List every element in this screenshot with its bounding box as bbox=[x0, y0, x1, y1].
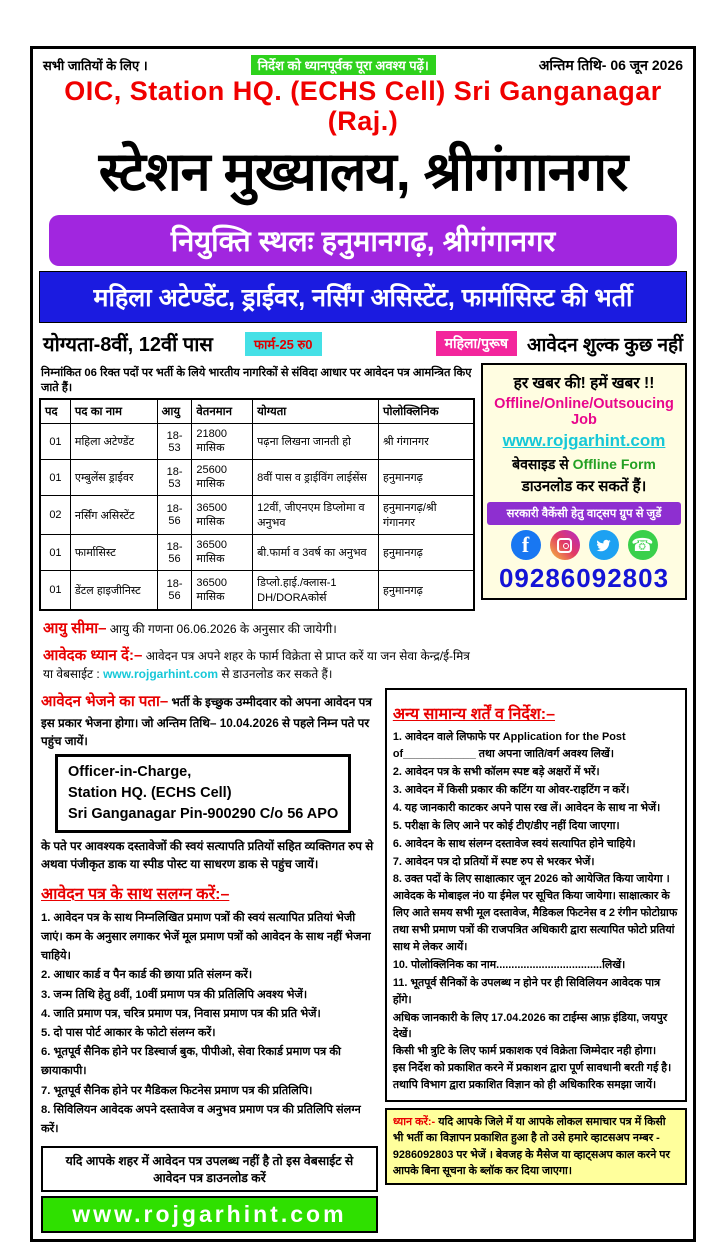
terms-item: 1. आवेदन वाले लिफाफे पर Application for the Post of____________ तथा अपना जाति/वर्ग अवश्य लिखें। bbox=[392, 731, 626, 761]
attention-box bbox=[385, 1108, 687, 1185]
applicant-attention-text: आवेदन पत्र अपने शहर के फार्म विक्रेता से प्राप्त करें या जन सेवा केन्द्र/ई-मित्र या वेबसाईट : bbox=[43, 649, 470, 682]
gender-badge: महिला/पुरूष bbox=[436, 331, 517, 356]
cell-polyclinic: हनुमानगढ़ bbox=[379, 571, 475, 611]
cell-qualification: 8वीं पास व ड्राईविंग लाईसेंस bbox=[253, 460, 379, 496]
terms-item: 3. आवेदन में किसी प्रकार की कटिंग या ओवर-राइटिंग न करें। bbox=[392, 783, 630, 796]
social-icons bbox=[486, 530, 682, 560]
general-terms-list bbox=[393, 729, 679, 1008]
cell-polyclinic: श्री गंगानगर bbox=[379, 424, 475, 460]
cell-post-name: नर्सिंग असिस्टेंट bbox=[70, 496, 157, 535]
cell-age: 18-56 bbox=[157, 496, 192, 535]
vacancy-section bbox=[39, 363, 475, 682]
enclosure-item: 5. दो पास पोर्ट आकार के फोटो संलग्न करें। bbox=[41, 1026, 216, 1039]
top-bar bbox=[39, 53, 687, 77]
enclosures-heading: आवेदन पत्र के साथ सलग्न करें:– bbox=[41, 885, 230, 903]
cell-post-name: महिला अटेण्डेंट bbox=[70, 424, 157, 460]
sidebar-offline-form-pre: बेवसाइड से bbox=[512, 456, 573, 473]
website-link[interactable]: www.rojgarhint.com bbox=[103, 667, 218, 682]
send-address-text: भर्ती के इच्छुक उम्मीदवार को अपना आवेदन पत्र इस प्रकार भेजना होगा। जो bbox=[41, 695, 372, 730]
cell-qualification: डिप्लो.हाई./क्लास-1 DH/DORAकोर्स bbox=[253, 571, 379, 611]
page-title: स्टेशन मुख्यालय, श्रीगंगानगर bbox=[98, 142, 628, 203]
age-limit-label: आयु सीमा– bbox=[43, 620, 107, 638]
cell-post-name: एम्बुलेंस ड्राईवर bbox=[70, 460, 157, 496]
terms-note: इस निर्देश को प्रकाशित करने में प्रकाशन द्वारा पूर्ण सावधानी बरती गई है। तथापि विभाग द्वारा प्रकाशित विज्ञान को ही अधिकारिक समझा जायें। bbox=[392, 1062, 672, 1092]
cell-qualification: 12वीं, जीएनएम डिप्लोमा व अनुभव bbox=[253, 496, 379, 535]
table-header-cell: पोलोक्लिनिक bbox=[379, 399, 475, 424]
general-terms-heading: अन्य सामान्य शर्तें व निर्देश:– bbox=[392, 706, 556, 724]
cell-polyclinic: हनुमानगढ़ bbox=[379, 535, 475, 571]
cell-age: 18-53 bbox=[157, 424, 192, 460]
read-instructions-badge: निर्देश को ध्यानपूर्वक पूरा अवश्य पढ़ें। bbox=[251, 55, 436, 75]
general-terms-column bbox=[385, 688, 687, 1233]
poster-frame bbox=[30, 46, 696, 1242]
sidebar-download-line: डाउनलोड कर सकतें हैं। bbox=[521, 478, 647, 496]
cell-post-name: फार्मासिस्ट bbox=[70, 535, 157, 571]
send-address-intro bbox=[41, 690, 378, 750]
sidebar-offline-form-highlight: Offline Form bbox=[572, 456, 656, 473]
postal-address-box bbox=[55, 754, 351, 833]
cell-post-count: 01 bbox=[40, 571, 70, 611]
sidebar-website-link[interactable]: www.rojgarhint.com bbox=[502, 431, 666, 451]
facebook-icon[interactable]: f bbox=[511, 530, 541, 560]
terms-item: 2. आवेदन पत्र के सभी कॉलम स्पष्ट बड़े अक्षरों में भरें। bbox=[392, 766, 600, 779]
age-limit-text: आयु की गणना 06.06.2026 के अनुसार की जायेगी। bbox=[109, 622, 337, 637]
cell-pay: 36500 मासिक bbox=[192, 571, 253, 611]
cell-age: 18-56 bbox=[157, 571, 192, 611]
table-row bbox=[40, 535, 474, 571]
enclosure-item: 3. जन्म तिथि हेतु 8वीं, 10वीं प्रमाण पत्र की प्रतिलिपि अवश्य भेजें। bbox=[41, 988, 308, 1001]
general-terms-notes bbox=[393, 1010, 679, 1094]
sidebar-job-types: Offline/Online/Outsoucing Job bbox=[494, 396, 674, 429]
cell-age: 18-53 bbox=[157, 460, 192, 496]
contact-phone[interactable]: 09286092803 bbox=[498, 563, 670, 594]
vacancy-intro: निम्नांकित 06 रिक्त पदों पर भर्ती के लिये भारतीय नागरिकों से संविदा आधार पर आवेदन पत्र आमन्त्रित किए जाते हैं। bbox=[41, 367, 472, 395]
enclosure-item: 8. सिविलियन आवेदक अपने दस्तावेज व अनुभव प्रमाण पत्र की प्रतिलिपि संलग्न करें। bbox=[41, 1103, 361, 1135]
table-header-cell: वेतनमान bbox=[192, 399, 253, 424]
cell-pay: 36500 मासिक bbox=[192, 496, 253, 535]
table-row bbox=[40, 424, 474, 460]
terms-item: 4. यह जानकारी काटकर अपने पास रख लें। आवेदन के साथ ना भेजें। bbox=[392, 801, 661, 814]
cell-pay: 21800 मासिक bbox=[192, 424, 253, 460]
enclosure-item: 6. भूतपूर्व सैनिक होने पर डिस्चार्ज बुक, पीपीओ, सेवा रिकार्ड प्रमाण पत्र की छायाकापी। bbox=[41, 1046, 341, 1078]
application-address-column bbox=[39, 688, 380, 1233]
attention-text: यदि आपके जिले में या आपके लोकल समाचार पत्र में किसी भी भर्ती का विज्ञापन प्रकाशित हुआ है तो उसे हमारे व्हाटसअप नम्बर - 9286092803 पर भेजें । बेवजह के मैसेज या व्हाट्सअप काल करने पर आपके बिना सूचना के ब्लॉक कर दिया जाएगा। bbox=[392, 1115, 670, 1178]
terms-item: 7. आवेदन पत्र दो प्रतियों में स्पष्ट रुप से भरकर भेजें। bbox=[392, 855, 595, 868]
whatsapp-icon[interactable]: ☎ bbox=[628, 530, 658, 560]
enclosure-item: 2. आधार कार्ड व पैन कार्ड की छाया प्रति संलग्न करें। bbox=[41, 969, 253, 982]
cell-post-count: 01 bbox=[40, 460, 70, 496]
recruitment-posts-band: महिला अटेण्डेंट, ड्राईवर, नर्सिंग असिस्टेंट, फार्मासिस्ट की भर्ती bbox=[39, 271, 687, 323]
enclosure-item: 7. भूतपूर्व सैनिक होने पर मैडिकल फिटनेस प्रमाण पत्र की प्रतिलिपि। bbox=[41, 1084, 313, 1097]
table-header-cell: पद bbox=[40, 399, 70, 424]
cell-post-count: 01 bbox=[40, 535, 70, 571]
enclosure-item: 4. जाति प्रमाण पत्र, चरित्र प्रमाण पत्र, निवास प्रमाण पत्र की प्रति भेजें। bbox=[41, 1007, 321, 1020]
table-row bbox=[40, 460, 474, 496]
terms-item: 11. भूतपूर्व सैनिकों के उपलब्ध न होने पर ही सिविलियन आवेदक पात्र होंगे। bbox=[392, 976, 661, 1006]
cell-qualification: बी.फार्मा व 3वर्ष का अनुभव bbox=[253, 535, 379, 571]
attention-label: ध्यान करें:- bbox=[392, 1115, 436, 1128]
vacancy-table bbox=[39, 398, 475, 611]
publisher-sidebar bbox=[481, 363, 687, 600]
cell-age: 18-56 bbox=[157, 535, 192, 571]
address-line: Station HQ. (ECHS Cell) bbox=[68, 785, 232, 802]
all-castes-note: सभी जातियों के लिए । bbox=[43, 58, 148, 73]
terms-item: 6. आवेदन के साथ संलग्न दस्तावेज स्वयं सत्यापित होने चाहिये। bbox=[392, 837, 636, 850]
cell-pay: 25600 मासिक bbox=[192, 460, 253, 496]
table-row bbox=[40, 571, 474, 611]
applicant-attention-note bbox=[39, 645, 475, 682]
cell-post-count: 02 bbox=[40, 496, 70, 535]
terms-item: 10. पोलोक्लिनिक का नाम...................................लिखें। bbox=[392, 958, 626, 971]
cell-post-name: डेंटल हाइजीनिस्ट bbox=[70, 571, 157, 611]
age-limit-note bbox=[39, 618, 475, 638]
sidebar-offline-form-line bbox=[486, 455, 682, 474]
last-date-label: अन्तिम तिथि- 06 जून 2026 bbox=[538, 56, 683, 73]
cell-qualification: पढ़ना लिखना जानती हो bbox=[253, 424, 379, 460]
cell-polyclinic: हनुमानगढ़ bbox=[379, 460, 475, 496]
table-header-cell: आयु bbox=[157, 399, 192, 424]
cell-polyclinic: हनुमानगढ़/श्री गंगानगर bbox=[379, 496, 475, 535]
send-address-text-end: से पहले निम्न पते पर पहुंच जायें। bbox=[41, 715, 370, 748]
eligibility-row bbox=[39, 325, 687, 361]
table-header-cell: योग्यता bbox=[253, 399, 379, 424]
sidebar-tagline: हर खबर की! हमें खबर !! bbox=[513, 375, 655, 393]
qualification-label: योग्यता-8वीं, 12वीं पास bbox=[43, 334, 213, 357]
terms-item: 5. परीक्षा के लिए आने पर कोई टीए/डीए नहीं दिया जाएगा। bbox=[392, 819, 620, 832]
table-header-row bbox=[40, 399, 474, 424]
instagram-icon[interactable] bbox=[550, 530, 580, 560]
application-deadline: अन्तिम तिथि– 10.04.2026 bbox=[156, 715, 279, 730]
organisation-line: OIC, Station HQ. (ECHS Cell) Sri Ganganagar (Raj.) bbox=[64, 76, 662, 136]
application-fee-label: आवेदन शुल्क कुछ नहीं bbox=[527, 334, 683, 356]
twitter-icon[interactable] bbox=[589, 530, 619, 560]
enclosure-item: 1. आवेदन पत्र के साथ निम्नलिखित प्रमाण पत्रों की स्वयं सत्यापित प्रतियां भेजी जाएं। कम के अनुसार लगाकर भेजें मूल प्रमाण पत्रों को आवेदन के साथ नहीं भेजना चाहिये। bbox=[41, 911, 371, 963]
send-address-label: आवेदन भेजने का पता– bbox=[41, 693, 169, 711]
address-line: Officer-in-Charge, bbox=[68, 764, 192, 781]
download-notice: यदि आपके शहर में आवेदन पत्र उपलब्ध नहीं है तो इस वेबसाईट से आवेदन पत्र डाउनलोड करें bbox=[41, 1146, 378, 1192]
address-line: Sri Ganganagar Pin-900290 C/o 56 APO bbox=[68, 806, 339, 823]
terms-note: किसी भी त्रुटि के लिए फार्म प्रकाशक एवं विक्रेता जिम्मेदार नही होगा। bbox=[392, 1045, 657, 1058]
applicant-attention-label: आवेदक ध्यान दें:– bbox=[43, 647, 143, 665]
bottom-website-banner[interactable]: www.rojgarhint.com bbox=[41, 1196, 378, 1233]
form-fee-badge: फार्म-25 रु0 bbox=[245, 332, 322, 356]
whatsapp-group-band: सरकारी वैकेंसी हेतु वाट्सप ग्रुप से जुडें bbox=[487, 502, 681, 525]
cell-post-count: 01 bbox=[40, 424, 70, 460]
applicant-attention-text-end: से डाउनलोड कर सकते हैं। bbox=[218, 667, 333, 682]
address-followup-text: के पते पर आवश्यक दस्तावेजों की स्वयं सत्यापति प्रतियों सहित व्यक्तिगत रुप से अथवा पंजीकृत डाक या स्पीड पोस्ट या साधरण डाक से पहुंच जायें। bbox=[41, 839, 374, 872]
cell-pay: 36500 मासिक bbox=[192, 535, 253, 571]
terms-item: 8. उक्त पदों के लिए साक्षात्कार जून 2026 को आयेजित किया जायेगा । आवेदक के मोबाइल नं0 या ईमेल पर सूचित किया जायेगा। साक्षात्कार के लिए आते समय सभी मूल दस्तावेज, मैडिकल फिटनेस व 2 रंगीन फोटोग्राफ तथा सभी प्रमाण पत्रों की राजपत्रित अधिकारी द्वारा सत्यापित फोटो प्रतियां साथ मे लेकर आयें। bbox=[392, 873, 678, 953]
table-header-cell: पद का नाम bbox=[70, 399, 157, 424]
terms-note: अधिक जानकारी के लिए 17.04.2026 का टाईम्स आफ़ इंडिया, जयपुर देखें। bbox=[392, 1011, 668, 1041]
general-terms-box bbox=[385, 688, 687, 1102]
table-row bbox=[40, 496, 474, 535]
posting-location-band: नियुक्ति स्थलः हनुमानगढ़, श्रीगंगानगर bbox=[49, 215, 677, 266]
